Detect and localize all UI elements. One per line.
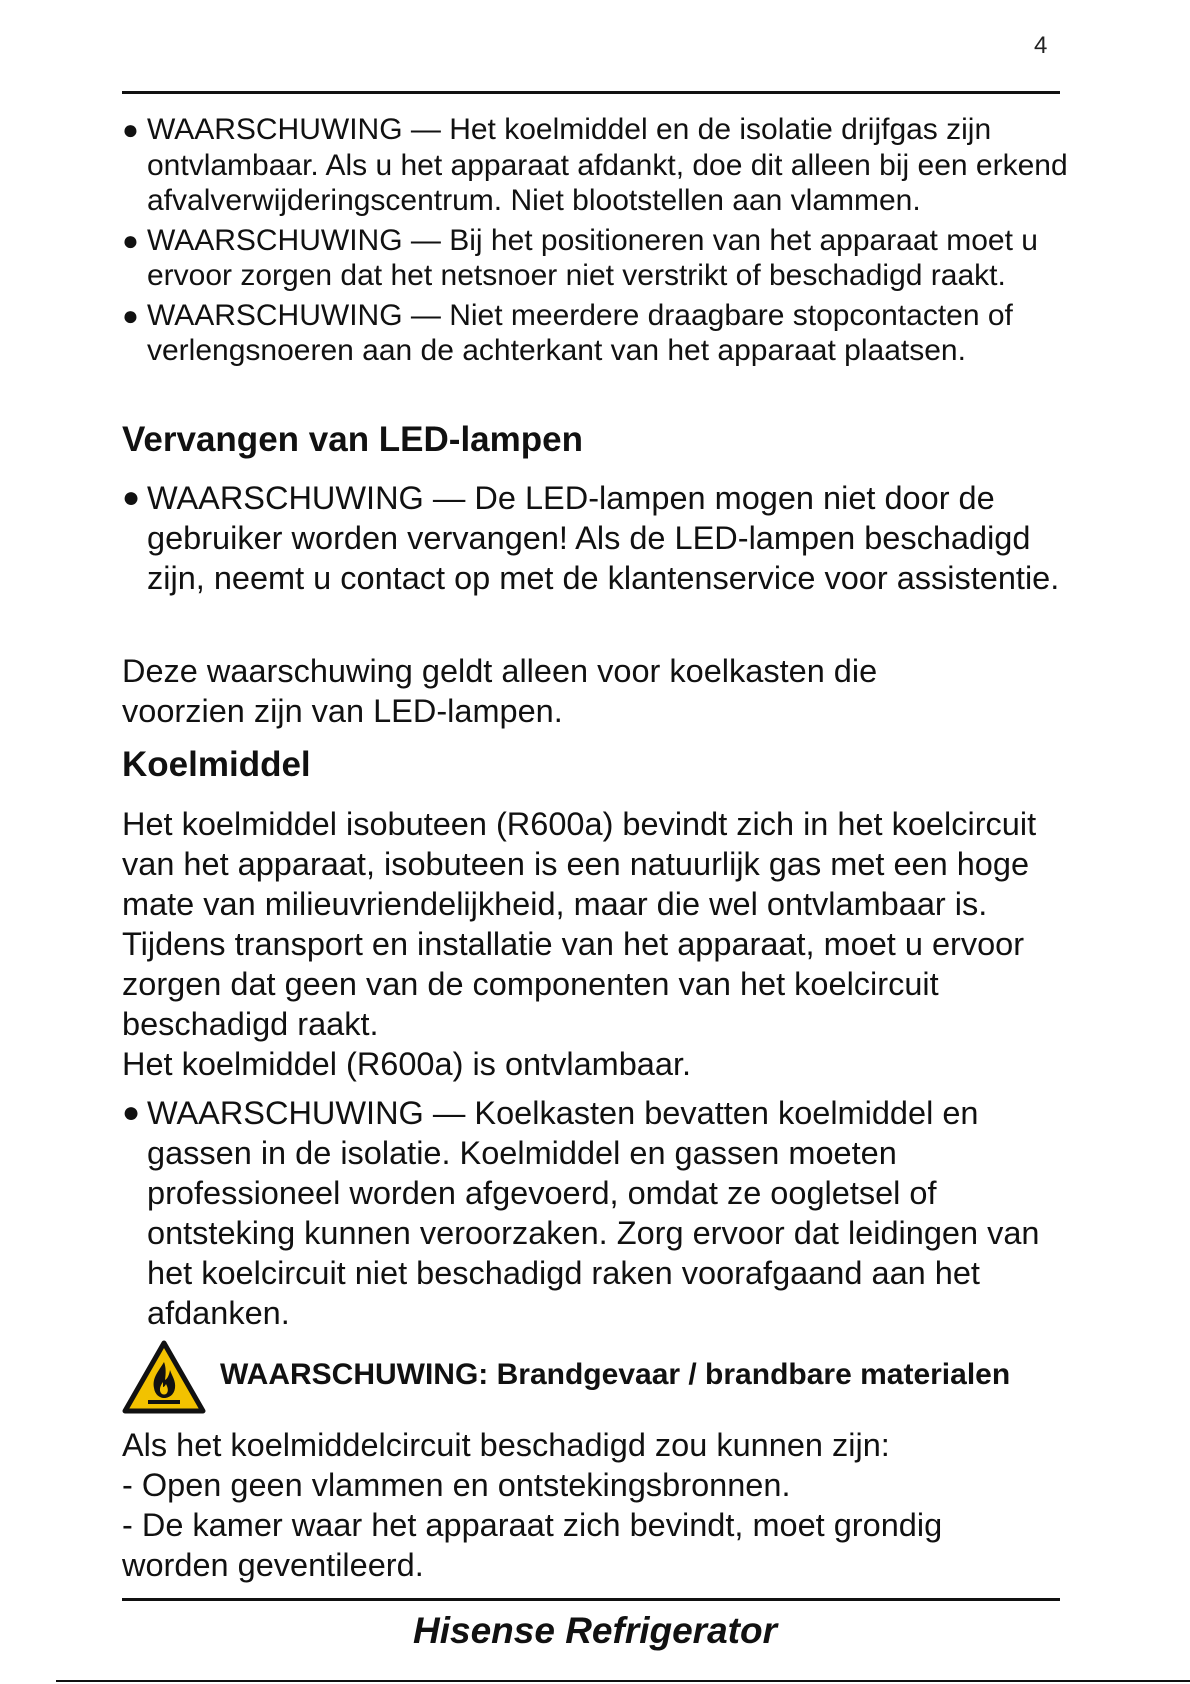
bullet-icon: ●	[122, 1096, 141, 1129]
flammable-warning-icon	[122, 1340, 206, 1414]
fire-warning	[122, 1340, 1082, 1420]
refrigerant-section-heading: Koelmiddel	[122, 745, 311, 784]
refrigerant-flammable-note: Het koelmiddel (R600a) is ontvlambaar.	[122, 1046, 692, 1082]
bullet-icon: ●	[122, 481, 141, 514]
list-item	[122, 112, 1092, 219]
bullet-icon: ●	[122, 299, 139, 331]
damage-instructions	[122, 1425, 1082, 1585]
damage-step-2: - De kamer waar het apparaat zich bevindt, moet grondig worden geventileerd.	[122, 1507, 943, 1583]
refrigerant-warning-list	[122, 1093, 1062, 1333]
header-divider	[122, 91, 1060, 94]
warning-text: WAARSCHUWING — Het koelmiddel en de isolatie drijfgas zijn ontvlambaar. Als u het apparaat afdankt, doe dit alleen bij een erkend afvalverwijderingscentrum. Niet blootstellen aan vlammen.	[147, 113, 1068, 217]
list-item	[122, 223, 1092, 294]
page-edge-line	[56, 1680, 1190, 1682]
led-warning-list	[122, 478, 1082, 598]
led-section-heading: Vervangen van LED-lampen	[122, 420, 583, 459]
warning-text: WAARSCHUWING — De LED-lampen mogen niet door de gebruiker worden vervangen! Als de LED-lampen beschadigd zijn, neemt u contact op met de klantenservice voor assistentie.	[147, 480, 1060, 596]
warning-text: WAARSCHUWING — Koelkasten bevatten koelmiddel en gassen in de isolatie. Koelmiddel en gassen moeten professioneel worden afgevoerd, omdat ze oogletsel of ontsteking kunnen veroorzaken. Zorg ervoor dat leidingen van het koelcircuit niet beschadigd raken voorafgaand aan het afdanken.	[147, 1095, 1040, 1331]
list-item	[122, 1093, 1062, 1333]
damage-intro: Als het koelmiddelcircuit beschadigd zou kunnen zijn:	[122, 1427, 890, 1463]
bullet-icon: ●	[122, 114, 139, 145]
list-item	[122, 478, 1082, 598]
refrigerant-paragraph: Het koelmiddel isobuteen (R600a) bevindt zich in het koelcircuit van het apparaat, isobuteen is een natuurlijk gas met een hoge mate van milieuvriendelijkheid, maar die wel ontvlambaar is. Tijdens transport en installatie van het apparaat, moet u ervoor zorgen dat geen van de componenten van het koelcircuit beschadigd raakt.	[122, 806, 1037, 1042]
damage-step-1: - Open geen vlammen en ontstekingsbronnen.	[122, 1467, 791, 1503]
warning-text: WAARSCHUWING — Bij het positioneren van het apparaat moet u ervoor zorgen dat het netsnoer niet verstrikt of beschadigd raakt.	[147, 223, 1038, 292]
warning-text: WAARSCHUWING — Niet meerdere draagbare stopcontacten of verlengsnoeren aan de achterkant van het apparaat plaatsen.	[147, 298, 1013, 367]
page-number: 4	[1034, 32, 1048, 59]
list-item	[122, 298, 1092, 369]
footer-divider	[122, 1598, 1060, 1601]
top-warning-list	[122, 112, 1092, 373]
bullet-icon: ●	[122, 224, 139, 256]
led-note: Deze waarschuwing geldt alleen voor koelkasten die voorzien zijn van LED-lampen.	[122, 653, 878, 729]
footer-brand: Hisense Refrigerator	[413, 1610, 777, 1651]
fire-warning-label: WAARSCHUWING: Brandgevaar / brandbare materialen	[220, 1358, 1011, 1391]
